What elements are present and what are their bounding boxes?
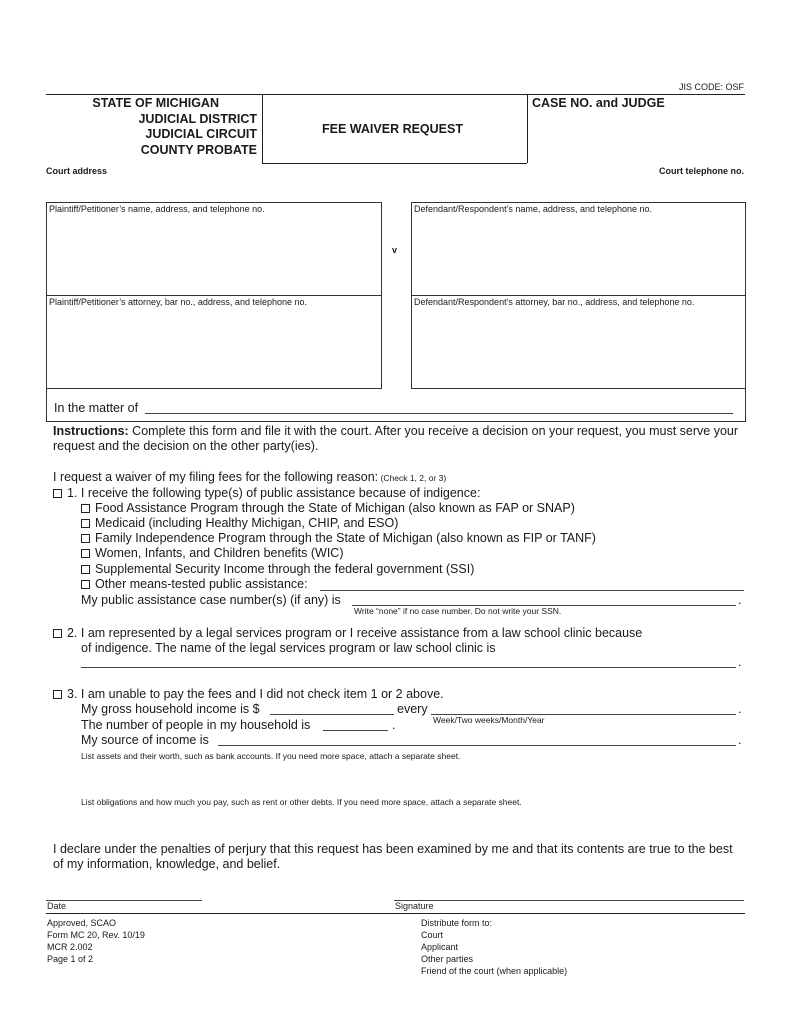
defendant-attorney-label: Defendant/Respondent’s attorney, bar no., address, and telephone no. [414, 297, 695, 307]
option-fap-label: Food Assistance Program through the State of Michigan (also known as FAP or SNAP) [95, 501, 575, 515]
distribute-court: Court [421, 930, 444, 940]
footer-left [47, 917, 145, 965]
option-ssi-row [81, 562, 474, 577]
option-medicaid-label: Medicaid (including Healthy Michigan, CHIP, and ESO) [95, 516, 399, 530]
income-source-label: My source of income is [81, 733, 209, 747]
court-names [57, 96, 257, 158]
item1-row [53, 486, 480, 501]
legal-services-period: . [738, 655, 742, 669]
income-line[interactable] [270, 714, 394, 715]
footer-approved: Approved, SCAO [47, 918, 117, 928]
option-fip-checkbox[interactable] [81, 534, 90, 543]
header-divider-right [527, 94, 528, 163]
item3-label: 3. I am unable to pay the fees and I did not check item 1 or 2 above. [67, 687, 444, 701]
income-period-note: Week/Two weeks/Month/Year [433, 715, 545, 725]
instructions-text-2: request and the decision on the other party(ies). [53, 439, 319, 453]
case-numbers-label: My public assistance case number(s) (if any) is [81, 593, 341, 607]
option-wic-checkbox[interactable] [81, 549, 90, 558]
item1-label: 1. I receive the following type(s) of public assistance because of indigence: [67, 486, 481, 500]
matter-line[interactable] [145, 413, 733, 414]
request-intro-text: I request a waiver of my filing fees for the following reason: [53, 470, 379, 484]
plaintiff-attorney-label: Plaintiff/Petitioner’s attorney, bar no., address, and telephone no. [49, 297, 308, 307]
instructions-text-1: Complete this form and file it with the court. After you receive a decision on your request, you must serve your [128, 424, 739, 438]
option-fip-label: Family Independence Program through the State of Michigan (also known as FIP or TANF) [95, 531, 596, 545]
item2-checkbox[interactable] [53, 629, 62, 638]
distribute-other-parties: Other parties [421, 954, 474, 964]
matter-label: In the matter of [54, 401, 139, 415]
option-other-checkbox[interactable] [81, 580, 90, 589]
income-source-period: . [738, 733, 742, 747]
item2-row [53, 626, 642, 641]
footer-form-number: Form MC 20, Rev. 10/19 [47, 930, 145, 940]
request-hint: (Check 1, 2, or 3) [378, 473, 447, 483]
court-phone-label: Court telephone no. [659, 166, 744, 176]
option-fip-row [81, 531, 596, 546]
header-top-rule [46, 94, 745, 95]
declaration-1: I declare under the penalties of perjury that this request has been examined by me and that its contents are true to the best [53, 842, 733, 856]
item2-label-1: 2. I am represented by a legal services program or I receive assistance from a law school clinic because [67, 626, 643, 640]
option-fap-checkbox[interactable] [81, 504, 90, 513]
option-ssi-checkbox[interactable] [81, 565, 90, 574]
household-line[interactable] [323, 730, 388, 731]
every-label: every [397, 702, 428, 716]
legal-services-line[interactable] [81, 667, 736, 668]
instructions-label: Instructions: [53, 424, 129, 438]
footer-rule-ref: MCR 2.002 [47, 942, 93, 952]
option-wic-row [81, 546, 344, 561]
state-name: STATE OF MICHIGAN [92, 96, 219, 110]
item1-checkbox[interactable] [53, 489, 62, 498]
versus-label: v [392, 245, 398, 255]
option-wic-label: Women, Infants, and Children benefits (WIC) [95, 546, 344, 560]
case-numbers-note: Write “none” if no case number. Do not write your SSN. [354, 606, 562, 616]
option-medicaid-checkbox[interactable] [81, 519, 90, 528]
income-period-dot: . [738, 702, 742, 716]
request-intro [53, 470, 446, 486]
option-ssi-label: Supplemental Security Income through the federal government (SSI) [95, 562, 475, 576]
plaintiff-label: Plaintiff/Petitioner’s name, address, and telephone no. [49, 204, 265, 214]
date-line[interactable] [46, 900, 202, 901]
footer-page: Page 1 of 2 [47, 954, 94, 964]
item3-checkbox[interactable] [53, 690, 62, 699]
signature-line[interactable] [394, 900, 744, 901]
option-fap-row [81, 501, 575, 516]
header-bottom-rule [262, 163, 527, 164]
option-medicaid-row [81, 516, 398, 531]
plaintiff-attorney-box[interactable] [46, 295, 382, 389]
instructions [53, 424, 738, 439]
option-other-row [81, 577, 308, 592]
assets-note: List assets and their worth, such as bank accounts. If you need more space, attach a separate sheet. [81, 751, 461, 761]
obligations-note: List obligations and how much you pay, such as rent or other debts. If you need more space, attach a separate sheet. [81, 797, 522, 807]
matter-box [46, 388, 746, 422]
distribute-friend-of-court: Friend of the court (when applicable) [421, 966, 568, 976]
income-source-line[interactable] [218, 745, 736, 746]
distribute-title: Distribute form to: [421, 918, 493, 928]
footer-distribute [421, 917, 567, 977]
judicial-district-field[interactable]: JUDICIAL DISTRICT [138, 111, 257, 126]
assets-field[interactable] [81, 763, 736, 795]
option-other-label: Other means-tested public assistance: [95, 577, 308, 591]
declaration-2: of my information, knowledge, and belief. [53, 857, 281, 871]
defendant-label: Defendant/Respondent’s name, address, and telephone no. [414, 204, 653, 214]
household-period: . [392, 718, 396, 732]
plaintiff-box[interactable] [46, 202, 382, 296]
other-assistance-line[interactable] [320, 590, 744, 591]
footer-rule [46, 913, 745, 914]
household-label: The number of people in my household is [81, 718, 311, 732]
date-label: Date [47, 901, 67, 911]
signature-label: Signature [395, 901, 434, 911]
case-no-field[interactable]: CASE NO. and JUDGE [532, 96, 665, 110]
county-probate-field[interactable]: COUNTY PROBATE [140, 142, 257, 157]
item3-row [53, 687, 444, 702]
header-divider-left [262, 94, 263, 163]
defendant-attorney-box[interactable] [411, 295, 746, 389]
defendant-box[interactable] [411, 202, 746, 296]
court-address-label: Court address [46, 166, 108, 176]
obligations-field[interactable] [81, 809, 736, 837]
item2-label-2: of indigence. The name of the legal services program or law school clinic is [81, 641, 496, 655]
case-numbers-period: . [738, 593, 742, 607]
jis-code: JIS CODE: OSF [678, 82, 744, 92]
income-label: My gross household income is $ [81, 702, 260, 716]
distribute-applicant: Applicant [421, 942, 459, 952]
judicial-circuit-field[interactable]: JUDICIAL CIRCUIT [145, 127, 257, 141]
form-title: FEE WAIVER REQUEST [322, 122, 463, 136]
